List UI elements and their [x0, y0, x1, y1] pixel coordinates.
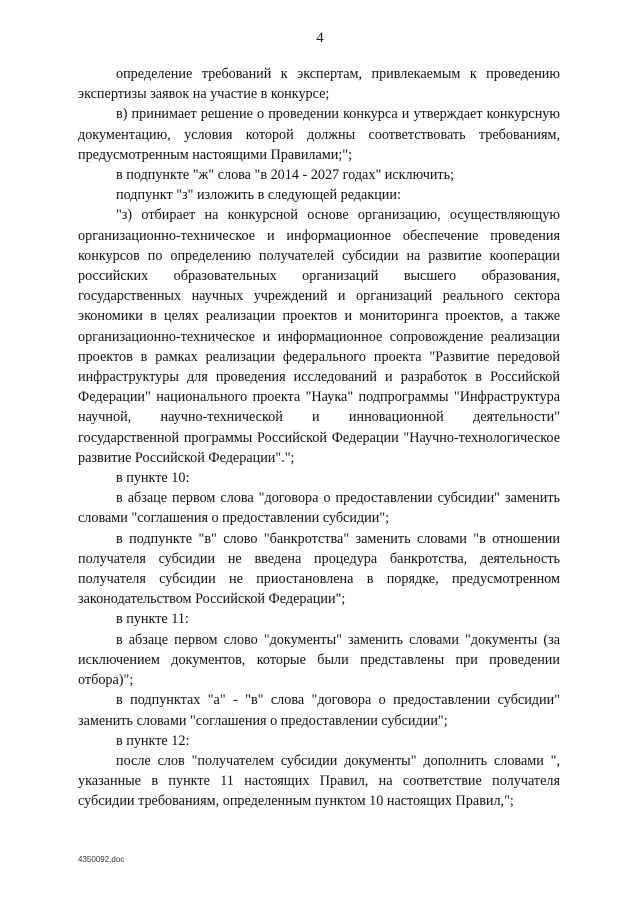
- paragraph-subitem-zh: в подпункте "ж" слова "в 2014 - 2027 годах" исключить;: [116, 167, 455, 184]
- paragraph-item-10: в пункте 10:: [116, 470, 190, 487]
- page-number: 4: [316, 30, 324, 46]
- file-name-footer: 4350092.doc: [78, 855, 125, 864]
- paragraph-expert-requirements: определение требований к экспертам, привлекаемым к проведению экспертизы заявок на участие в конкурсе;: [78, 66, 560, 103]
- document-body: [78, 64, 560, 812]
- paragraph-subitem-v: в) принимает решение о проведении конкурса и утверждает конкурсную документацию, условия которой должны соответствовать требованиям, предусмотренным настоящими Правилами;";: [78, 106, 560, 163]
- paragraph-item-12: в пункте 12:: [116, 732, 190, 749]
- paragraph-subitem-z-text: "з) отбирает на конкурсной основе организацию, осуществляющую организационно-техническое и информационное обеспечение проведения конкурсов по определению получателей субсидии на развитие кооперации российских образовательных организаций высшего образования, государственных научных учреждений и организаций реального сектора экономики в целях реализации проектов и мониторинга проектов, а также организационно-техническое и информационное сопровождение реализации проектов в рамках реализации федерального проекта "Развитие передовой инфраструктуры для проведения исследований и разработок в Российской Федерации" национального проекта "Наука" подпрограммы "Инфраструктура научной, научно-технической и инновационной деятельности" государственной программы Российской Федерации "Научно-технологическое развитие Российской Федерации".";: [78, 207, 560, 466]
- paragraph-item-10-first: в абзаце первом слова "договора о предоставлении субсидии" заменить словами "соглашения о предоставлении субсидии";: [78, 490, 560, 527]
- paragraph-subitem-z-intro: подпункт "з" изложить в следующей редакции:: [116, 187, 401, 204]
- paragraph-item-11: в пункте 11:: [116, 611, 189, 628]
- paragraph-item-11-first: в абзаце первом слово "документы" заменить словами "документы (за исключением документов, которые были представлены при проведении отбора)";: [78, 631, 560, 689]
- paragraph-item-12-text: после слов "получателем субсидии документы" дополнить словами ", указанные в пункте 11 настоящих Правил, на соответствие получателя субсидии требованиям, определенным пунктом 10 настоящих Правил,";: [78, 752, 560, 810]
- paragraph-item-10-subitem-v: в подпункте "в" слово "банкротства" заменить словами "в отношении получателя субсидии не введена процедура банкротства, деятельность получателя субсидии не приостановлена в порядке, предусмотренном законодательством Российской Федерации";: [78, 530, 560, 608]
- paragraph-item-11-subitems: в подпунктах "а" - "в" слова "договора о предоставлении субсидии" заменить словами "соглашения о предоставлении субсидии";: [78, 692, 560, 729]
